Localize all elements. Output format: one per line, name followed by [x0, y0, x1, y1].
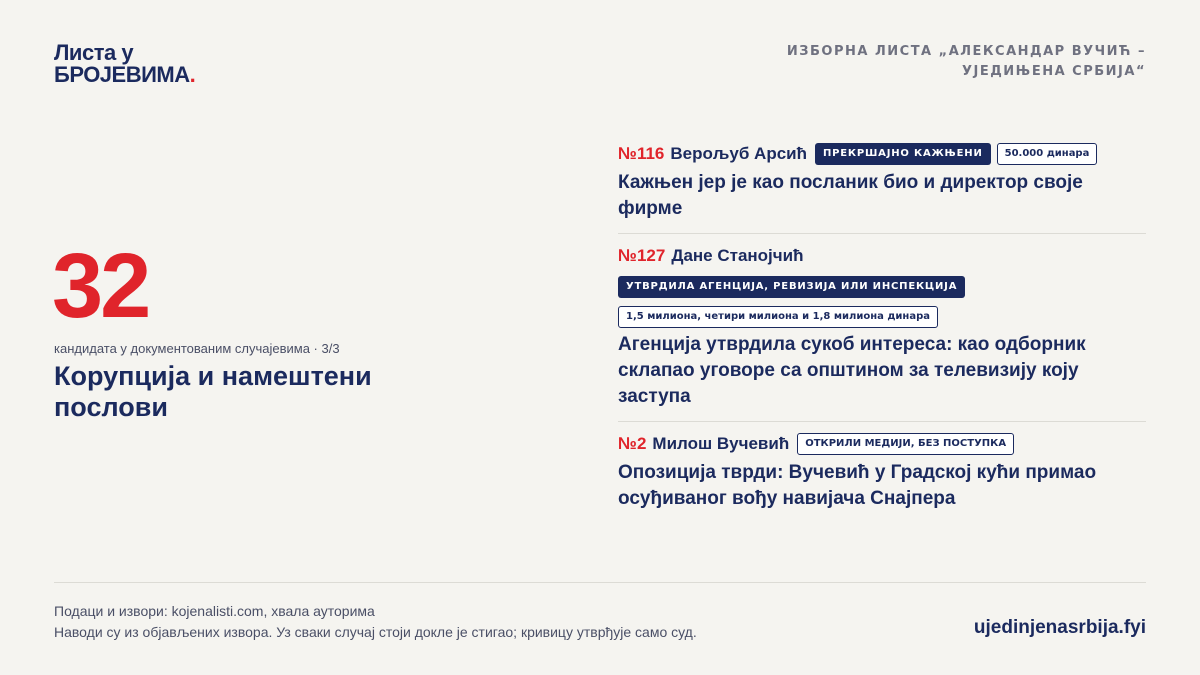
status-badge: ПРЕКРШАЈНО КАЖЊЕНИ [815, 143, 991, 165]
case-description: Агенција утврдила сукоб интереса: као одборник склапао уговоре са општином за телевизију коју заступа [618, 334, 1086, 407]
candidate-number: №127 [618, 246, 666, 265]
logo-dot: . [189, 62, 196, 87]
status-badge: УТВРДИЛА АГЕНЦИЈА, РЕВИЗИЈА ИЛИ ИНСПЕКЦИЈА [618, 276, 965, 298]
category-title: Корупција и намештени послови [54, 361, 372, 422]
case-description: Опозиција тврди: Вучевић у Градској кући примао осуђиваног вођу навијача Снајпера [618, 462, 1097, 509]
logo [54, 42, 195, 86]
detail-badge: 1,5 милиона, четири милиона и 1,8 милиона динара [618, 306, 938, 328]
footer-notes [54, 601, 697, 643]
sources-text: Подаци и извори: kojenalisti.com, хвала ауторима [54, 603, 375, 619]
logo-line-2: БРОЈЕВИМА. [54, 62, 196, 87]
footer-divider [54, 582, 1146, 583]
electoral-list-title: ИЗБОРНА ЛИСТА „АЛЕКСАНДАР ВУЧИЋ – УЈЕДИЊЕНА СРБИЈА“ [786, 44, 1146, 79]
candidate-number: №116 [618, 144, 665, 163]
detail-badge: 50.000 динара [997, 143, 1098, 165]
case-item [618, 142, 1146, 233]
logo-line-1: Листа у [54, 40, 134, 65]
site-url: ujedinjenasrbija.fyi [973, 617, 1146, 638]
disclaimer-text: Наводи су из објављених извора. Уз сваки случај стоји докле је стигао; кривицу утврђује само суд. [54, 624, 697, 640]
case-list [618, 142, 1146, 523]
candidate-number: №2 [618, 434, 647, 453]
candidate-name: Верољуб Арсић [670, 144, 807, 163]
count-subline: кандидата у документованим случајевима · 3/3 [54, 341, 340, 356]
candidate-name: Милош Вучевић [652, 434, 790, 453]
case-description: Кажњен јер је као посланик био и директор своје фирме [618, 172, 1083, 219]
case-item [618, 233, 1146, 421]
candidate-name: Дане Станојчић [671, 246, 804, 265]
status-badge: ОТКРИЛИ МЕДИЈИ, БЕЗ ПОСТУПКА [797, 433, 1014, 455]
candidate-count: 32 [52, 235, 149, 337]
case-item [618, 421, 1146, 523]
